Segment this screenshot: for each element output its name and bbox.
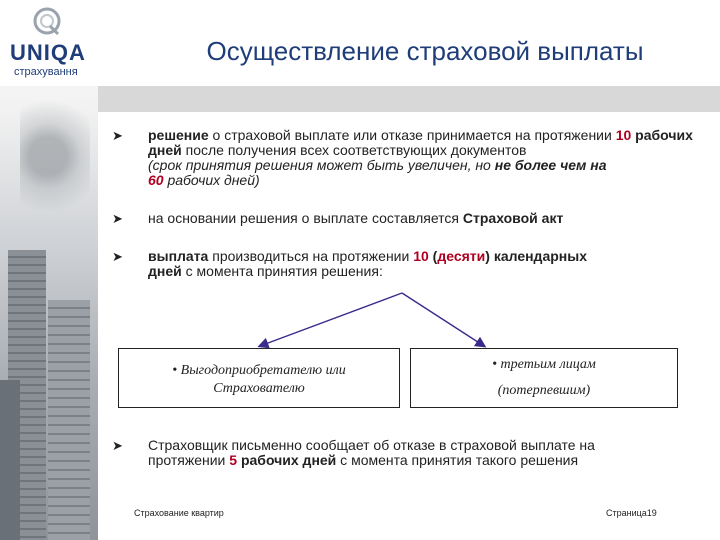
title-divider-bar	[98, 86, 720, 112]
bullet-text: Страховщик письменно сообщает об отказе в страховой выплате на протяжении 5 рабочих дней с момента принятия такого решения	[148, 437, 595, 468]
bullet-text: на основании решения о выплате составляется Страховой акт	[148, 210, 564, 226]
logo-name: UNIQA	[10, 40, 86, 65]
footer-course-title: Страхование квартир	[134, 508, 224, 518]
logo-subtitle: страхування	[14, 66, 78, 78]
box-line: • третьим лицам	[492, 357, 596, 372]
arrow-bullet-icon: ➤	[112, 128, 123, 143]
left-decor-panel	[0, 0, 98, 540]
logo	[0, 0, 98, 86]
uniqa-logo-icon	[30, 6, 64, 36]
building-image	[0, 380, 20, 540]
arrow-bullet-icon: ➤	[112, 211, 123, 226]
slide-title: Осуществление страховой выплаты	[206, 36, 644, 66]
bullet-text: решение о страховой выплате или отказе принимается на протяжении 10 рабочих дней после получения всех соответствующих документов (срок принятия решения может быть увеличен, но не более чем на 60 рабочих дней)	[148, 127, 693, 188]
building-image	[48, 300, 90, 540]
recipient-box-beneficiary	[118, 348, 400, 408]
box-line: • Выгодоприобретателю или	[172, 363, 346, 378]
recipient-box-third-parties	[410, 348, 678, 408]
box-line: (потерпевшим)	[497, 383, 591, 398]
arrow-bullet-icon: ➤	[112, 438, 123, 453]
tree-image	[20, 100, 90, 240]
arrow-bullet-icon: ➤	[112, 249, 123, 264]
bullet-text: выплата производиться на протяжении 10 (десяти) календарных дней с момента принятия решения:	[148, 248, 587, 279]
footer-page-number: Страница19	[606, 508, 657, 518]
box-line: Страхователю	[213, 381, 305, 396]
